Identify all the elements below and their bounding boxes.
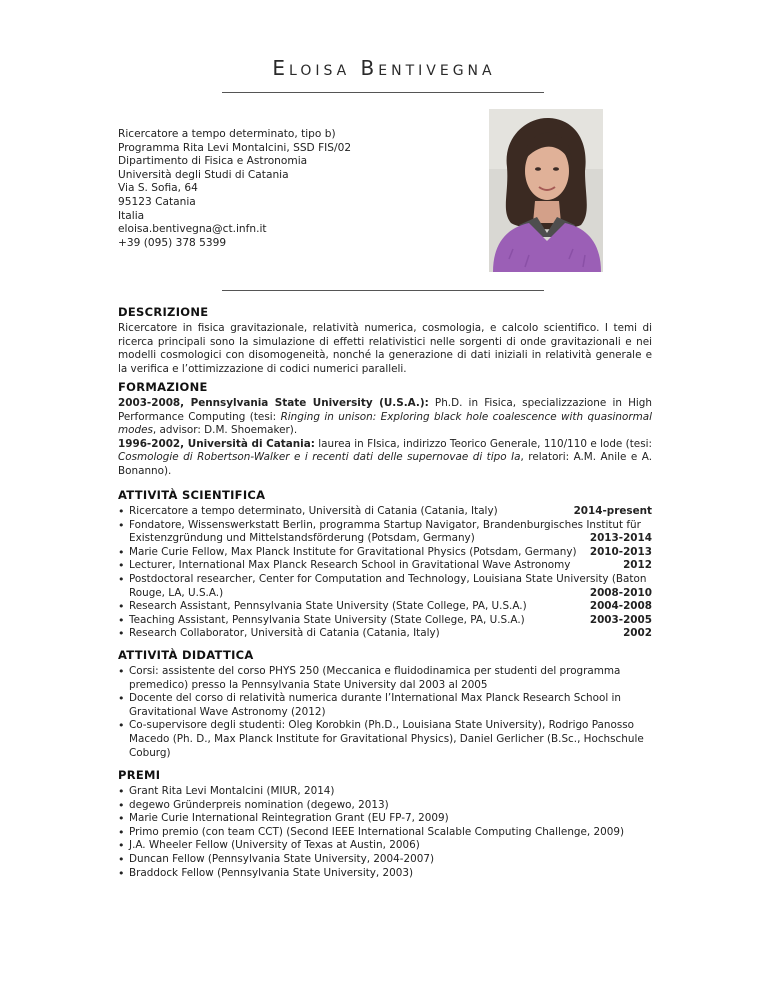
- contact-line: Dipartimento di Fisica e Astronomia: [118, 155, 308, 168]
- thesis-title: Cosmologie di Robertson-Walker e i recenti dati delle supernovae di tipo Ia: [118, 451, 521, 464]
- header-divider: [222, 92, 544, 93]
- activity-text: • Lecturer, International Max Planck Research School in Gravitational Wave Astronomy: [129, 559, 571, 572]
- education-head: 1996-2002, Università di Catania:: [118, 437, 315, 450]
- list-item: • degewo Gründerpreis nomination (degewo, 2013): [118, 799, 652, 813]
- section-formazione: [118, 380, 652, 479]
- activity-date: 2008-2010: [589, 586, 652, 599]
- education-text: , advisor: D.M. Shoemaker).: [152, 424, 298, 437]
- contact-line: 95123 Catania: [118, 195, 196, 208]
- activity-text: • Research Collaborator, Università di Catania (Catania, Italy): [129, 627, 440, 640]
- activity-date: 2010-2013: [589, 545, 652, 558]
- section-attivita-scientifica: [118, 488, 652, 641]
- section-title: FORMAZIONE: [118, 380, 208, 394]
- list-item: [118, 519, 652, 546]
- activity-list: [118, 505, 652, 641]
- list-item: • Grant Rita Levi Montalcini (MIUR, 2014): [118, 785, 652, 799]
- list-item: • Docente del corso di relatività numerica durante l’International Max Planck Research School in Gravitational Wave Astronomy (2012): [118, 692, 652, 719]
- portrait-photo: [489, 109, 603, 272]
- activity-date: 2003-2005: [589, 613, 652, 626]
- list-item: [118, 505, 652, 519]
- list-item: • Braddock Fellow (Pennsylvania State University, 2003): [118, 867, 652, 881]
- activity-date: 2014-present: [573, 505, 652, 517]
- activity-text: • Ricercatore a tempo determinato, Università di Catania (Catania, Italy): [129, 505, 498, 517]
- teaching-list: [118, 665, 652, 760]
- contact-line: Via S. Sofia, 64: [118, 182, 198, 195]
- section-title: ATTIVITÀ DIDATTICA: [118, 648, 254, 662]
- activity-text: • Research Assistant, Pennsylvania State University (State College, PA, U.S.A.): [129, 600, 527, 613]
- section-attivita-didattica: [118, 648, 652, 760]
- contact-line: Programma Rita Levi Montalcini, SSD FIS/02: [118, 141, 352, 154]
- education-entry: [118, 397, 652, 438]
- person-name: Eloisa Bentivegna: [272, 56, 496, 80]
- list-item: [118, 627, 652, 641]
- activity-text: • Teaching Assistant, Pennsylvania State University (State College, PA, U.S.A.): [129, 613, 525, 626]
- section-premi: [118, 768, 652, 880]
- activity-date: 2013-2014: [589, 532, 652, 545]
- education-entry: [118, 438, 652, 479]
- activity-text: Postdoctoral researcher, Center for Computation and Technology, Louisiana State University (Baton Rouge, LA, U.S.A.): [129, 572, 647, 599]
- contact-block: [118, 128, 448, 250]
- section-title: DESCRIZIONE: [118, 305, 209, 319]
- activity-date: 2002: [623, 627, 652, 640]
- section-descrizione: [118, 305, 652, 376]
- activity-date: 2004-2008: [589, 600, 652, 613]
- section-divider: [222, 290, 544, 291]
- section-title: PREMI: [118, 768, 161, 782]
- list-item: [118, 573, 652, 600]
- awards-list: [118, 785, 652, 880]
- list-item: [118, 559, 652, 573]
- contact-phone: +39 (095) 378 5399: [118, 236, 227, 249]
- list-item: [118, 600, 652, 614]
- contact-line: Ricercatore a tempo determinato, tipo b): [118, 128, 336, 140]
- section-title: ATTIVITÀ SCIENTIFICA: [118, 488, 266, 502]
- list-item: [118, 614, 652, 628]
- contact-line: Università degli Studi di Catania: [118, 168, 289, 181]
- list-item: • J.A. Wheeler Fellow (University of Texas at Austin, 2006): [118, 839, 652, 853]
- list-item: [118, 546, 652, 560]
- education-text: laurea in FIsica, indirizzo Teorico Generale, 110/110 e lode (tesi:: [314, 437, 653, 450]
- list-item: • Co-supervisore degli studenti: Oleg Korobkin (Ph.D., Louisiana State University), Rodrigo Panosso Macedo (Ph. D., Max Planck Institute for Gravitational Physics), Daniel Gerlicher (B.Sc., Hochschule Coburg): [118, 719, 652, 760]
- education-text: Ph.D. in Fisica, specializzazione in High Performance Computing (tesi:: [118, 397, 652, 423]
- education-text: , relatori: A.M. Anile e A. Bonanno).: [118, 451, 652, 477]
- contact-line: Italia: [118, 209, 145, 222]
- description-text: Ricercatore in fisica gravitazionale, relatività numerica, cosmologia, e calcolo scientifico. I temi di ricerca principali sono la simulazione di effetti relativistici nelle sorgenti di onde gravitazionali e nei modelli cosmologici con disomogeneità, nonché la generazione di dati iniziali in relatività generale e la verifica e l’ottimizzazione di codici numerici paralleli.: [118, 322, 652, 375]
- contact-email[interactable]: eloisa.bentivegna@ct.infn.it: [118, 223, 267, 236]
- thesis-title: Ringing in unison: Exploring black hole coalescence with quasinormal modes: [118, 410, 652, 437]
- list-item: • Marie Curie International Reintegration Grant (EU FP-7, 2009): [118, 812, 652, 826]
- activity-date: 2012: [623, 559, 652, 572]
- activity-text: Fondatore, Wissenswerkstatt Berlin, programma Startup Navigator, Brandenburgisches Institut für Existenzgründung und Mittelstandsförderung (Potsdam, Germany): [129, 518, 641, 545]
- activity-text: • Marie Curie Fellow, Max Planck Institute for Gravitational Physics (Potsdam, Germany): [129, 545, 577, 558]
- list-item: • Corsi: assistente del corso PHYS 250 (Meccanica e fluidodinamica per studenti del programma premedico) presso la Pennsylvania State University dal 2003 al 2005: [118, 665, 652, 692]
- education-head: 2003-2008, Pennsylvania State University (U.S.A.):: [118, 397, 429, 409]
- list-item: • Duncan Fellow (Pennsylvania State University, 2004-2007): [118, 853, 652, 867]
- list-item: • Primo premio (con team CCT) (Second IEEE International Scalable Computing Challenge, 2009): [118, 826, 652, 840]
